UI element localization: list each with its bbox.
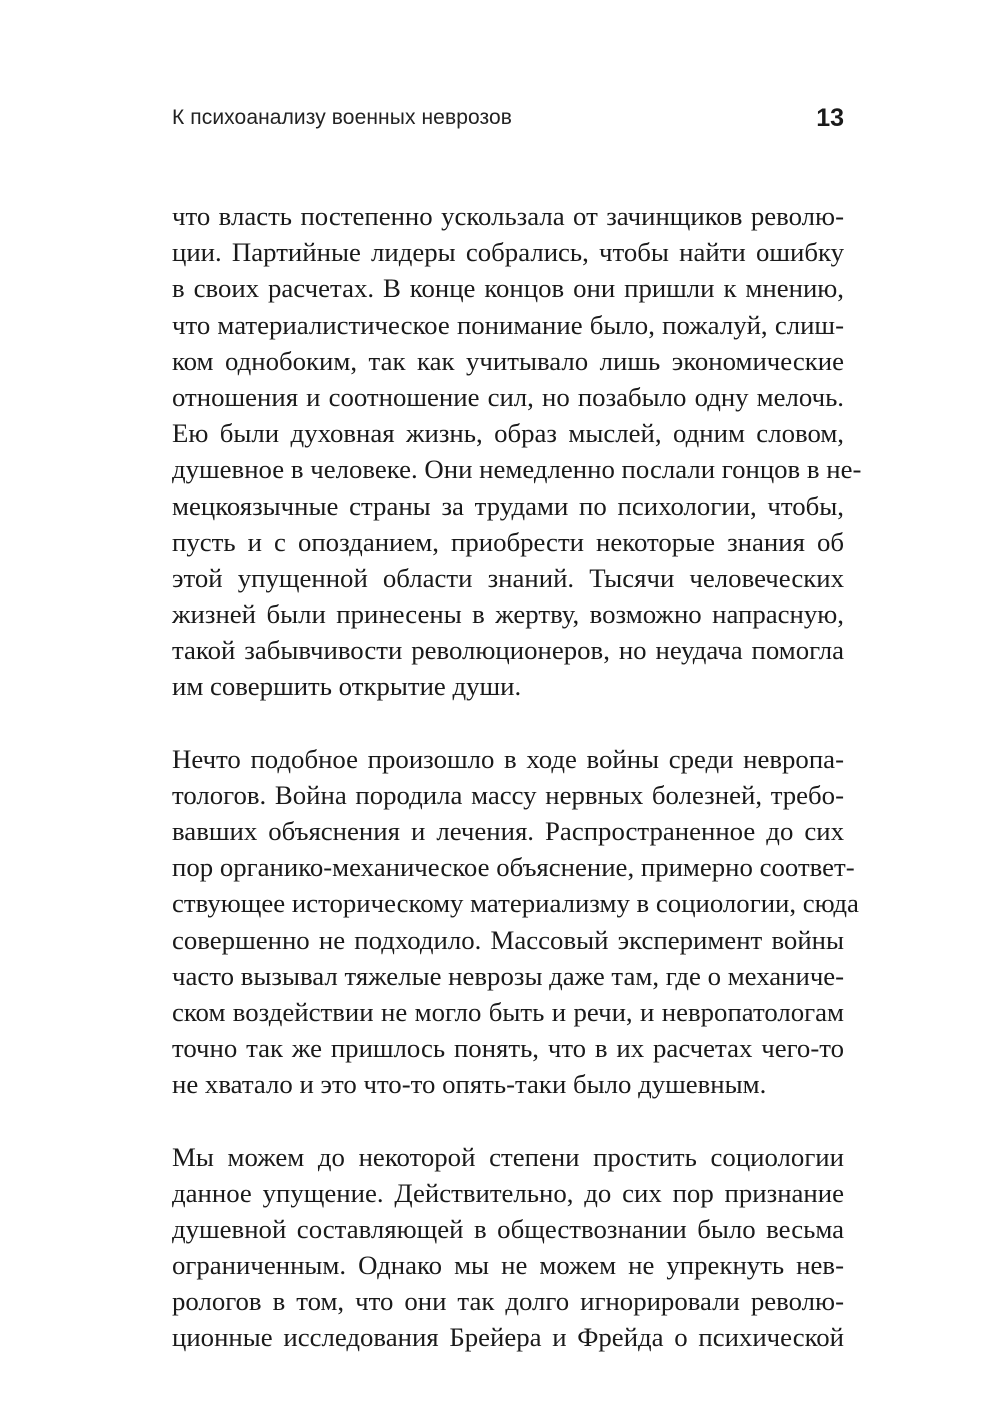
text-line: рологов в том, что они так долго игнорировали револю- <box>172 1286 844 1317</box>
text-line: жизней были принесены в жертву, возможно напрасную, <box>172 599 844 630</box>
text-line: ском воздействии не могло быть и речи, и невропатологам <box>172 996 844 1027</box>
paragraph-3 <box>172 1139 844 1356</box>
text-line: в своих расчетах. В конце концов они пришли к мнению, <box>172 273 844 304</box>
text-line: душевной составляющей в обществознании было весьма <box>172 1213 844 1244</box>
text-line: часто вызывал тяжелые неврозы даже там, где о механиче- <box>172 960 845 991</box>
text-line: ционные исследования Брейера и Фрейда о психической <box>172 1322 844 1353</box>
text-line: Нечто подобное произошло в ходе войны среди невропа- <box>172 743 844 774</box>
text-line: данное упущение. Действительно, до сих пор признание <box>172 1177 844 1208</box>
text-line: точно так же пришлось понять, что в их расчетах чего-то <box>172 1033 844 1064</box>
running-header <box>172 104 844 138</box>
text-line: совершенно не подходило. Массовый эксперимент войны <box>172 924 844 955</box>
text-line: такой забывчивости революционеров, но неудача помогла <box>172 635 844 666</box>
text-line: пусть и с опозданием, приобрести некоторые знания об <box>172 526 844 557</box>
header-title: К психоанализу военных неврозов <box>172 106 513 129</box>
text-line: Мы можем до некоторой степени простить социологии <box>172 1141 844 1172</box>
text-line: тологов. Война породила массу нервных болезней, требо- <box>172 779 844 810</box>
paragraph-1 <box>172 198 862 705</box>
text-line: пор органико-механическое объяснение, примерно соответ- <box>172 852 855 883</box>
body-text <box>172 198 862 1392</box>
text-line: этой упущенной области знаний. Тысячи человеческих <box>172 562 844 593</box>
text-line: вавших объяснения и лечения. Распространенное до сих <box>172 816 844 846</box>
paragraph-2 <box>172 741 859 1103</box>
text-line: что власть постепенно ускользала от зачинщиков револю- <box>172 201 844 231</box>
text-line: не хватало и это что-то опять-таки было душевным. <box>172 1069 767 1100</box>
text-line: ции. Партийные лидеры собрались, чтобы найти ошибку <box>172 237 844 268</box>
text-line: ком однобоким, так как учитывало лишь экономические <box>172 345 844 376</box>
text-line: душевное в человеке. Они немедленно послали гонцов в не- <box>172 454 862 485</box>
page-number: 13 <box>816 104 844 132</box>
text-line: что материалистическое понимание было, пожалуй, слиш- <box>172 309 844 340</box>
text-line: им совершить открытие души. <box>172 671 522 702</box>
text-line: Ею были духовная жизнь, образ мыслей, одним словом, <box>172 418 844 449</box>
text-line: ограниченным. Однако мы не можем не упрекнуть нев- <box>172 1250 844 1281</box>
text-line: отношения и соотношение сил, но позабыло одну мелочь. <box>172 381 844 412</box>
text-line: мецкоязычные страны за трудами по психологии, чтобы, <box>172 490 844 521</box>
text-line: ствующее историческому материализму в социологии, сюда <box>172 888 859 919</box>
